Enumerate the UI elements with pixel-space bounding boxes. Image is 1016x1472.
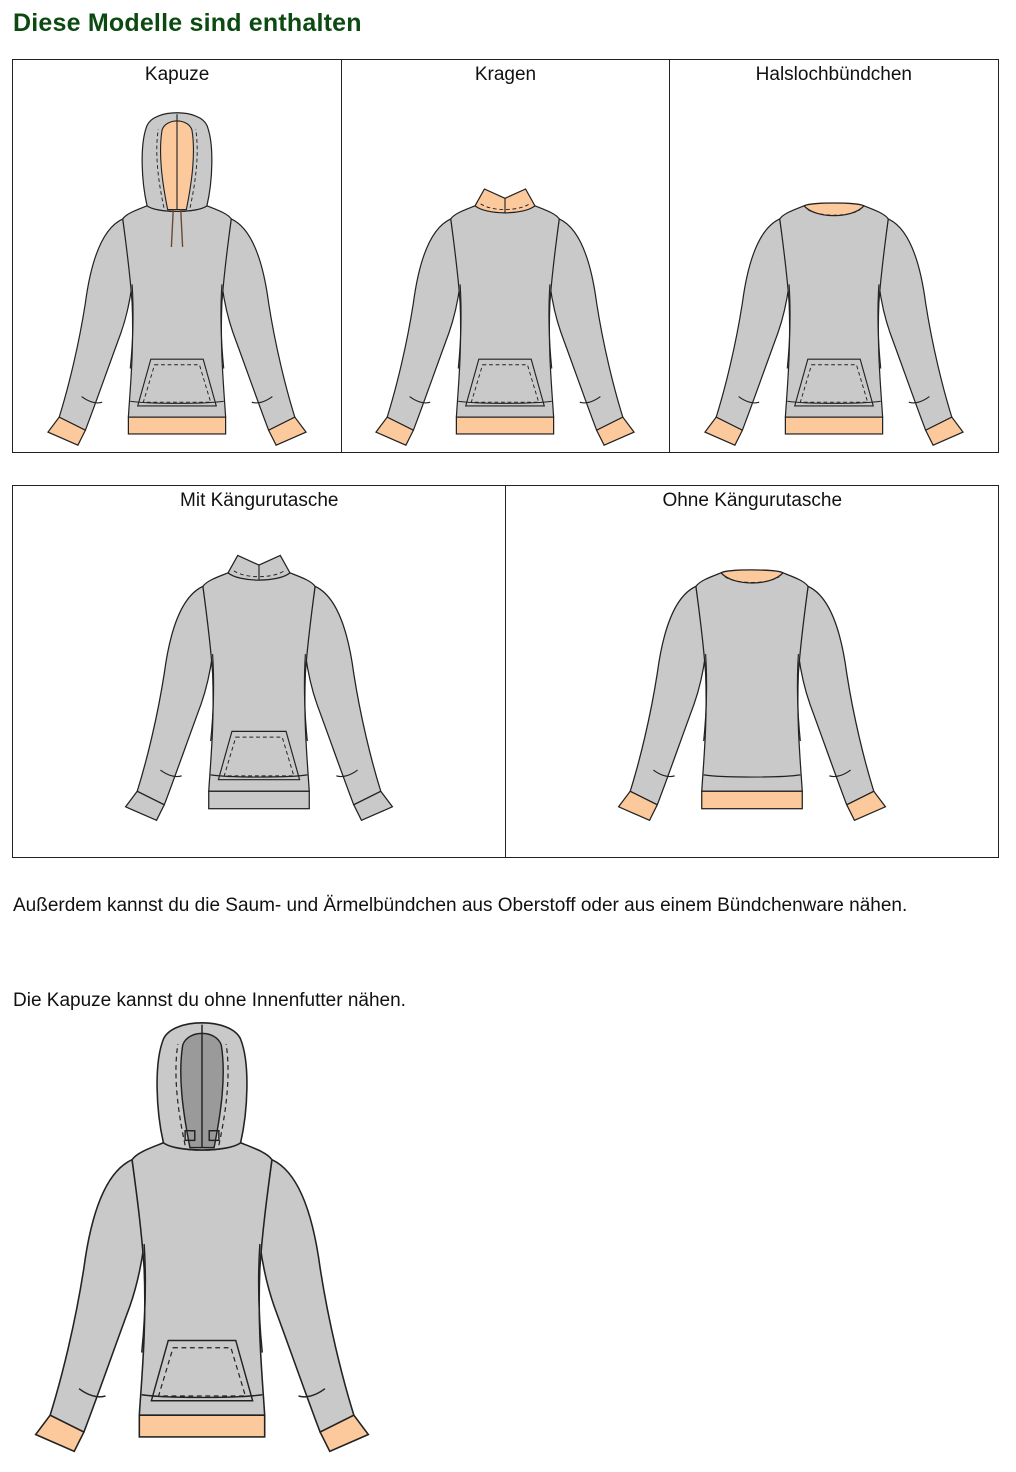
model-label: Halslochbündchen bbox=[755, 64, 912, 85]
model-label: Ohne Kängurutasche bbox=[662, 490, 843, 511]
sweater-with-pocket-illustration bbox=[114, 514, 404, 854]
sweater-crew-illustration bbox=[684, 88, 984, 448]
model-cell-with-pocket bbox=[13, 486, 506, 858]
model-cell-crew bbox=[669, 60, 998, 453]
models-table-row1 bbox=[12, 59, 999, 453]
model-cell-hood bbox=[13, 60, 342, 453]
sweater-without-pocket-illustration bbox=[607, 514, 897, 854]
model-label: Mit Kängurutasche bbox=[180, 490, 339, 511]
hood-unlined-text: Die Kapuze kannst du ohne Innenfutter nähen. bbox=[13, 990, 406, 1011]
model-label: Kapuze bbox=[144, 64, 210, 85]
sweater-unlined-hood-illustration bbox=[12, 1015, 392, 1455]
model-cell-collar bbox=[342, 60, 669, 453]
rib-options-text: Außerdem kannst du die Saum- und Ärmelbündchen aus Oberstoff oder aus einem Bündchenware nähen. bbox=[13, 895, 908, 916]
sweater-collar-illustration bbox=[355, 88, 655, 448]
models-table-row2 bbox=[12, 485, 999, 858]
page-title: Diese Modelle sind enthalten bbox=[13, 9, 362, 37]
model-cell-without-pocket bbox=[506, 486, 999, 858]
model-label: Kragen bbox=[474, 64, 537, 85]
sweater-hood-illustration bbox=[27, 88, 327, 448]
